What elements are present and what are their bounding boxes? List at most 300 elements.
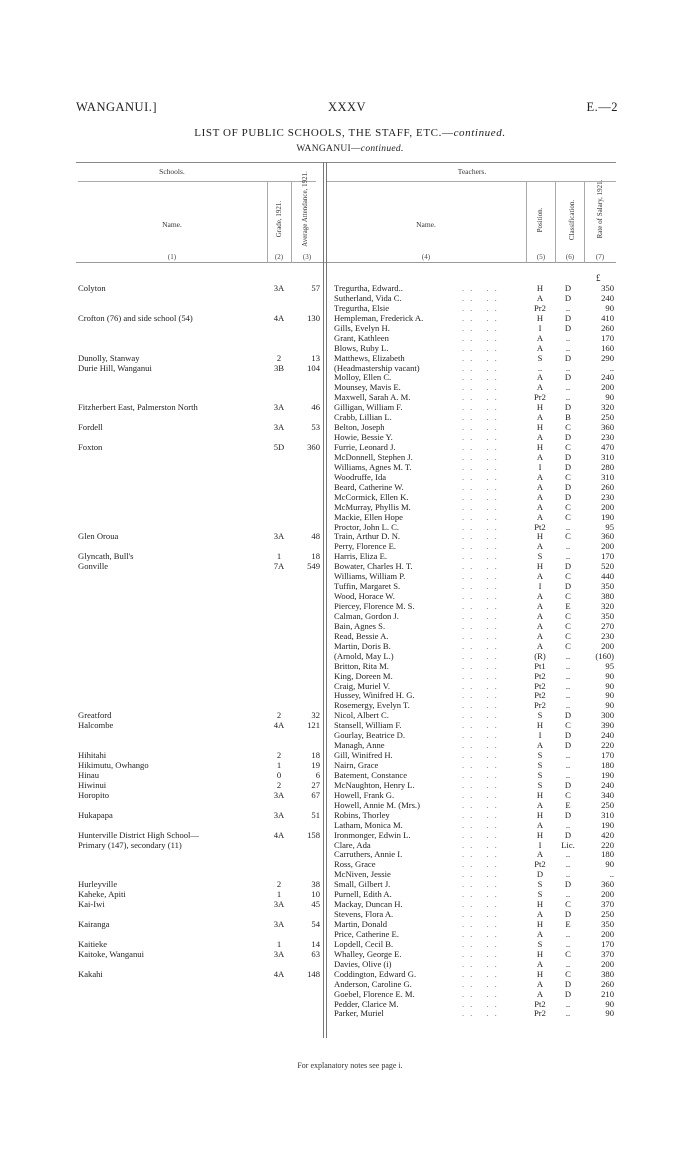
table-row xyxy=(0,432,700,442)
teacher-position: I xyxy=(538,581,542,592)
school-name: Hunterville District High School— xyxy=(78,829,200,840)
leader-dots: .. .. xyxy=(462,283,503,293)
teacher-position: H xyxy=(536,789,544,800)
table-row xyxy=(0,830,700,840)
teacher-classification: .. xyxy=(565,332,571,343)
teacher-position: A xyxy=(536,958,544,969)
teacher-name: Anderson, Caroline G. xyxy=(334,978,412,989)
teacher-salary: 380 xyxy=(601,968,614,979)
school-grade: 3A xyxy=(273,531,285,542)
table-row xyxy=(0,899,700,909)
teacher-classification: C xyxy=(565,630,571,641)
table-row xyxy=(0,621,700,631)
teacher-classification: D xyxy=(564,779,572,790)
page-subtitle xyxy=(0,144,700,154)
teacher-name: Mackie, Ellen Hope xyxy=(334,511,403,522)
teacher-name: Nicol, Albert C. xyxy=(334,710,389,721)
leader-dots: .. .. xyxy=(462,700,503,711)
table-row xyxy=(0,343,700,353)
teacher-name: Belton, Joseph xyxy=(334,422,385,433)
table-row xyxy=(0,810,700,820)
teacher-position: Pt2 xyxy=(534,521,546,532)
teacher-name: Ross, Grace xyxy=(334,859,376,870)
teacher-position: A xyxy=(536,630,544,641)
teacher-salary: 360 xyxy=(601,422,614,433)
leader-dots: .. .. xyxy=(462,521,503,532)
average-attendance: 67 xyxy=(311,789,320,800)
leader-dots: .. .. xyxy=(462,531,503,542)
average-attendance: 10 xyxy=(311,889,320,900)
table-row xyxy=(0,551,700,561)
leader-dots: .. .. xyxy=(462,491,503,502)
teacher-classification: C xyxy=(565,968,571,979)
leader-dots: .. .. xyxy=(462,730,503,741)
school-name: Hikimutu, Owhango xyxy=(78,760,149,770)
teacher-name: Hempleman, Frederick A. xyxy=(334,312,424,323)
teacher-name: Ironmonger, Edwin L. xyxy=(334,829,411,840)
teacher-salary: 180 xyxy=(601,760,614,770)
teacher-name: Craig, Muriel V. xyxy=(334,680,391,691)
leader-dots: .. .. xyxy=(462,461,503,472)
table-row xyxy=(0,392,700,402)
teacher-salary: 260 xyxy=(601,978,614,989)
teacher-name: King, Doreen M. xyxy=(334,670,393,681)
teacher-name: Small, Gilbert J. xyxy=(334,879,391,890)
teacher-name: Tuffin, Margaret S. xyxy=(334,581,401,592)
teacher-position: A xyxy=(536,591,544,602)
school-name: Gonville xyxy=(78,561,109,572)
teacher-classification: D xyxy=(564,710,572,721)
table-row xyxy=(0,979,700,989)
table-row xyxy=(0,840,700,850)
teacher-position: A xyxy=(536,620,544,631)
leader-dots: .. .. xyxy=(462,988,503,999)
teacher-name: Batement, Constance xyxy=(334,769,408,780)
teacher-name: Perry, Florence E. xyxy=(334,541,396,552)
teacher-classification: .. xyxy=(565,680,571,691)
col-divider-4 xyxy=(526,181,527,263)
teacher-salary: 240 xyxy=(601,372,614,383)
average-attendance: 360 xyxy=(307,442,320,452)
school-grade: 3A xyxy=(273,899,285,910)
table-row xyxy=(0,651,700,661)
teacher-classification: .. xyxy=(565,819,571,830)
school-grade: 3B xyxy=(273,362,285,373)
average-attendance: 130 xyxy=(307,312,320,323)
teacher-position: A xyxy=(536,501,544,512)
average-attendance: 158 xyxy=(307,829,320,840)
leader-dots: .. .. xyxy=(462,501,503,512)
title-italic: continued. xyxy=(453,127,506,139)
teacher-name: Parker, Muriel xyxy=(334,1008,384,1019)
table-row xyxy=(0,849,700,859)
teacher-position: H xyxy=(536,899,544,910)
school-name: Hiwinui xyxy=(78,779,107,790)
teacher-salary: 420 xyxy=(601,829,614,840)
teacher-salary: 170 xyxy=(601,938,614,949)
school-name: Kakahi xyxy=(78,968,103,979)
school-name: Foxton xyxy=(78,442,103,452)
teacher-position: S xyxy=(537,769,543,780)
leader-dots: .. .. xyxy=(462,451,503,462)
teacher-classification: .. xyxy=(565,700,571,711)
teacher-classification: D xyxy=(564,978,572,989)
teacher-position: Pt2 xyxy=(534,998,546,1009)
teacher-position: A xyxy=(536,481,544,492)
currency-symbol: £ xyxy=(596,273,601,283)
school-name: Kai-Iwi xyxy=(78,899,105,910)
teacher-salary: 310 xyxy=(601,451,614,462)
teacher-classification: .. xyxy=(565,392,571,403)
table-row xyxy=(0,462,700,472)
teacher-classification: C xyxy=(565,501,571,512)
school-name: Glen Oroua xyxy=(78,531,119,542)
school-grade: 4A xyxy=(273,829,285,840)
school-name: Halcombe xyxy=(78,720,114,731)
leader-dots: .. .. xyxy=(462,750,503,761)
leader-dots: .. .. xyxy=(462,909,503,920)
teacher-name: Howell, Annie M. (Mrs.) xyxy=(334,799,420,810)
teacher-classification: D xyxy=(564,372,572,383)
school-grade: 3A xyxy=(273,422,285,433)
teacher-classification: C xyxy=(565,620,571,631)
teacher-classification: .. xyxy=(565,769,571,780)
teacher-name: Molloy, Ellen C. xyxy=(334,372,392,383)
teacher-position: Pr2 xyxy=(534,700,546,711)
school-name: Greatford xyxy=(78,710,112,721)
table-row xyxy=(0,999,700,1009)
teachers-group-rule xyxy=(326,181,616,182)
leader-dots: .. .. xyxy=(462,342,503,353)
school-grade: 1 xyxy=(276,760,282,770)
leader-dots: .. .. xyxy=(462,601,503,611)
subtitle-italic: continued. xyxy=(360,144,404,154)
teacher-classification: D xyxy=(564,829,572,840)
table-row xyxy=(0,750,700,760)
table-row xyxy=(0,293,700,303)
teacher-position: A xyxy=(536,491,544,502)
col-num-5: (5) xyxy=(536,253,546,261)
teacher-position: A xyxy=(536,382,544,393)
teacher-position: S xyxy=(537,750,543,761)
teacher-salary: 250 xyxy=(601,909,614,920)
teacher-name: Latham, Monica M. xyxy=(334,819,403,830)
leader-dots: .. .. xyxy=(462,630,503,641)
teacher-position: A xyxy=(536,292,544,303)
col-num-3: (3) xyxy=(302,253,312,261)
leader-dots: .. .. xyxy=(462,1008,503,1019)
teacher-position: Pt2 xyxy=(534,680,546,691)
teacher-classification: .. xyxy=(565,889,571,900)
table-row xyxy=(0,720,700,730)
teacher-salary: 260 xyxy=(601,481,614,492)
teacher-position: S xyxy=(537,710,543,721)
teacher-salary: 170 xyxy=(601,551,614,562)
teacher-salary: 160 xyxy=(601,342,614,353)
teacher-salary: .. xyxy=(609,869,614,880)
school-name: Crofton (76) and side school (54) xyxy=(78,312,193,323)
teacher-classification: .. xyxy=(565,869,571,880)
teacher-salary: 350 xyxy=(601,919,614,929)
teacher-classification: .. xyxy=(565,362,571,373)
leader-dots: .. .. xyxy=(462,839,503,850)
teacher-salary: 370 xyxy=(601,899,614,910)
col-num-1: (1) xyxy=(167,253,177,261)
teacher-classification: .. xyxy=(565,302,571,313)
leader-dots: .. .. xyxy=(462,660,503,671)
leader-dots: .. .. xyxy=(462,849,503,860)
average-attendance: 54 xyxy=(311,919,320,929)
teacher-salary: 90 xyxy=(605,998,614,1009)
leader-dots: .. .. xyxy=(462,819,503,830)
teacher-classification: .. xyxy=(565,551,571,562)
teacher-salary: 90 xyxy=(605,302,614,313)
leader-dots: .. .. xyxy=(462,670,503,681)
teacher-salary: 200 xyxy=(601,958,614,969)
teacher-position: H xyxy=(536,561,544,572)
leader-dots: .. .. xyxy=(462,372,503,383)
teacher-position: I xyxy=(538,461,542,472)
teacher-salary: 95 xyxy=(605,521,614,532)
table-row xyxy=(0,869,700,879)
teacher-position: A xyxy=(536,928,544,939)
table-row xyxy=(0,452,700,462)
teacher-name: Robins, Thorley xyxy=(334,809,390,820)
teacher-name: Whalley, George E. xyxy=(334,948,402,959)
teacher-salary: 90 xyxy=(605,690,614,701)
school-grade: 1 xyxy=(276,551,282,562)
teacher-classification: .. xyxy=(565,650,571,661)
table-row xyxy=(0,989,700,999)
teacher-name: Martin, Donald xyxy=(334,919,387,929)
table-row xyxy=(0,591,700,601)
teacher-salary: 320 xyxy=(601,402,614,413)
teacher-salary: 90 xyxy=(605,700,614,711)
school-grade: 1 xyxy=(276,889,282,900)
school-grade: 3A xyxy=(273,789,285,800)
table-row xyxy=(0,700,700,710)
teacher-position: .. xyxy=(537,362,543,373)
table-row xyxy=(0,581,700,591)
teacher-position: A xyxy=(536,451,544,462)
teacher-classification: C xyxy=(565,511,571,522)
average-attendance: 148 xyxy=(307,968,320,979)
teacher-classification: D xyxy=(564,432,572,443)
table-row xyxy=(0,939,700,949)
average-attendance: 14 xyxy=(311,938,320,949)
teacher-salary: 200 xyxy=(601,382,614,393)
teacher-salary: 280 xyxy=(601,461,614,472)
leader-dots: .. .. xyxy=(462,919,503,929)
table-row xyxy=(0,859,700,869)
teacher-salary: 90 xyxy=(605,392,614,403)
teacher-salary: 470 xyxy=(601,442,614,452)
teacher-salary: 250 xyxy=(601,412,614,423)
teacher-position: A xyxy=(536,332,544,343)
teacher-salary: 410 xyxy=(601,312,614,323)
leader-dots: .. .. xyxy=(462,561,503,572)
teacher-position: A xyxy=(536,601,544,611)
school-name: Durie Hill, Wanganui xyxy=(78,362,152,373)
teacher-salary: 220 xyxy=(601,839,614,850)
leader-dots: .. .. xyxy=(462,799,503,810)
teacher-position: S xyxy=(537,889,543,900)
teacher-position: Pr2 xyxy=(534,1008,546,1019)
table-row xyxy=(0,929,700,939)
table-row xyxy=(0,283,700,293)
teacher-classification: .. xyxy=(565,998,571,1009)
leader-dots: .. .. xyxy=(462,710,503,721)
teacher-name: Carruthers, Annie I. xyxy=(334,849,403,860)
leader-dots: .. .. xyxy=(462,442,503,452)
teacher-classification: D xyxy=(564,879,572,890)
teacher-name: Stansell, William F. xyxy=(334,720,402,731)
teacher-name: Bowater, Charles H. T. xyxy=(334,561,413,572)
teacher-classification: .. xyxy=(565,958,571,969)
teacher-salary: 270 xyxy=(601,620,614,631)
teacher-salary: 170 xyxy=(601,750,614,761)
teacher-classification: .. xyxy=(565,660,571,671)
school-grade: 2 xyxy=(276,879,282,890)
teacher-classification: D xyxy=(564,292,572,303)
table-row xyxy=(0,790,700,800)
table-row xyxy=(0,820,700,830)
teacher-classification: C xyxy=(565,571,571,582)
teacher-position: I xyxy=(538,322,542,333)
teacher-classification: C xyxy=(565,899,571,910)
teacher-position: H xyxy=(536,442,544,452)
teacher-position: Pr2 xyxy=(534,392,546,403)
average-attendance: 48 xyxy=(311,531,320,542)
leader-dots: .. .. xyxy=(462,829,503,840)
leader-dots: .. .. xyxy=(462,382,503,393)
table-row xyxy=(0,770,700,780)
teacher-position: H xyxy=(536,720,544,731)
average-attendance: 57 xyxy=(311,283,320,293)
school-name: Hurleyville xyxy=(78,879,118,890)
salary-header: Rate of Salary, 1921. xyxy=(596,179,604,239)
teacher-name: Wood, Horace W. xyxy=(334,591,395,602)
leader-dots: .. .. xyxy=(462,899,503,910)
staff-table-body xyxy=(0,283,700,1018)
table-row xyxy=(0,313,700,323)
school-name-header: Name. xyxy=(162,220,182,229)
teacher-name: Gourlay, Beatrice D. xyxy=(334,730,406,741)
teacher-classification: .. xyxy=(565,541,571,552)
teacher-position: A xyxy=(536,610,544,621)
leader-dots: .. .. xyxy=(462,859,503,870)
teacher-name: Mackay, Duncan H. xyxy=(334,899,403,910)
leader-dots: .. .. xyxy=(462,779,503,790)
teacher-salary: 200 xyxy=(601,640,614,651)
table-row xyxy=(0,353,700,363)
teacher-classification: D xyxy=(564,283,572,293)
leader-dots: .. .. xyxy=(462,352,503,363)
schools-group-rule xyxy=(78,181,316,182)
teacher-classification: .. xyxy=(565,750,571,761)
teacher-salary: 200 xyxy=(601,889,614,900)
teacher-salary: (160) xyxy=(595,650,614,661)
leader-dots: .. .. xyxy=(462,869,503,880)
table-row xyxy=(0,442,700,452)
leader-dots: .. .. xyxy=(462,938,503,949)
school-grade: 2 xyxy=(276,352,282,363)
table-row xyxy=(0,472,700,482)
leader-dots: .. .. xyxy=(462,968,503,979)
leader-dots: .. .. xyxy=(462,760,503,770)
leader-dots: .. .. xyxy=(462,889,503,900)
teacher-salary: 90 xyxy=(605,1008,614,1019)
school-name: Kaitoke, Wanganui xyxy=(78,948,144,959)
table-row xyxy=(0,780,700,790)
teacher-name: Grant, Kathleen xyxy=(334,332,389,343)
teacher-classification: Lic. xyxy=(561,839,575,850)
page-title xyxy=(0,127,700,139)
teacher-salary: 190 xyxy=(601,511,614,522)
teacher-name: Mounsey, Mavis E. xyxy=(334,382,401,393)
teacher-salary: 170 xyxy=(601,332,614,343)
leader-dots: .. .. xyxy=(462,581,503,592)
col-divider-5 xyxy=(555,181,556,263)
teacher-name: Furrie, Leonard J. xyxy=(334,442,396,452)
average-attendance: 45 xyxy=(311,899,320,910)
header-page-number: XXXV xyxy=(327,100,367,114)
teacher-classification: D xyxy=(564,730,572,741)
teacher-salary: 350 xyxy=(601,581,614,592)
teacher-position: A xyxy=(536,640,544,651)
teacher-classification: B xyxy=(565,412,571,423)
teacher-position: A xyxy=(536,372,544,383)
leader-dots: .. .. xyxy=(462,392,503,403)
teacher-position: A xyxy=(536,988,544,999)
table-row xyxy=(0,909,700,919)
table-row xyxy=(0,631,700,641)
teacher-name: Managh, Anne xyxy=(334,740,385,751)
school-name: Fordell xyxy=(78,422,103,433)
table-row xyxy=(0,512,700,522)
teacher-position: H xyxy=(536,402,544,413)
teacher-position: H xyxy=(536,968,544,979)
teacher-salary: 240 xyxy=(601,730,614,741)
leader-dots: .. .. xyxy=(462,879,503,890)
teacher-salary: 360 xyxy=(601,531,614,542)
table-row xyxy=(0,760,700,770)
teacher-salary: 230 xyxy=(601,491,614,502)
table-header-rule xyxy=(76,262,616,263)
teacher-classification: .. xyxy=(565,521,571,532)
school-grade: 3A xyxy=(273,283,285,293)
school-name: Glyncath, Bull's xyxy=(78,551,134,562)
leader-dots: .. .. xyxy=(462,928,503,939)
teacher-salary: 180 xyxy=(601,849,614,860)
teacher-position: Pt2 xyxy=(534,859,546,870)
teacher-name: Beard, Catherine W. xyxy=(334,481,404,492)
teacher-salary: 380 xyxy=(601,591,614,602)
header-report-code: E.—2 xyxy=(586,100,618,114)
teacher-classification: .. xyxy=(565,670,571,681)
col-divider-2 xyxy=(291,181,292,263)
table-row xyxy=(0,710,700,720)
leader-dots: .. .. xyxy=(462,362,503,373)
teacher-name: Howell, Frank G. xyxy=(334,789,395,800)
teacher-classification: C xyxy=(565,422,571,433)
teacher-name: Matthews, Elizabeth xyxy=(334,352,405,363)
school-name: Primary (147), secondary (11) xyxy=(78,839,182,850)
table-row xyxy=(0,422,700,432)
teacher-name: Tregurtha, Elsie xyxy=(334,302,390,313)
teacher-name: Price, Catherine E. xyxy=(334,928,399,939)
position-header: Position. xyxy=(536,207,544,233)
